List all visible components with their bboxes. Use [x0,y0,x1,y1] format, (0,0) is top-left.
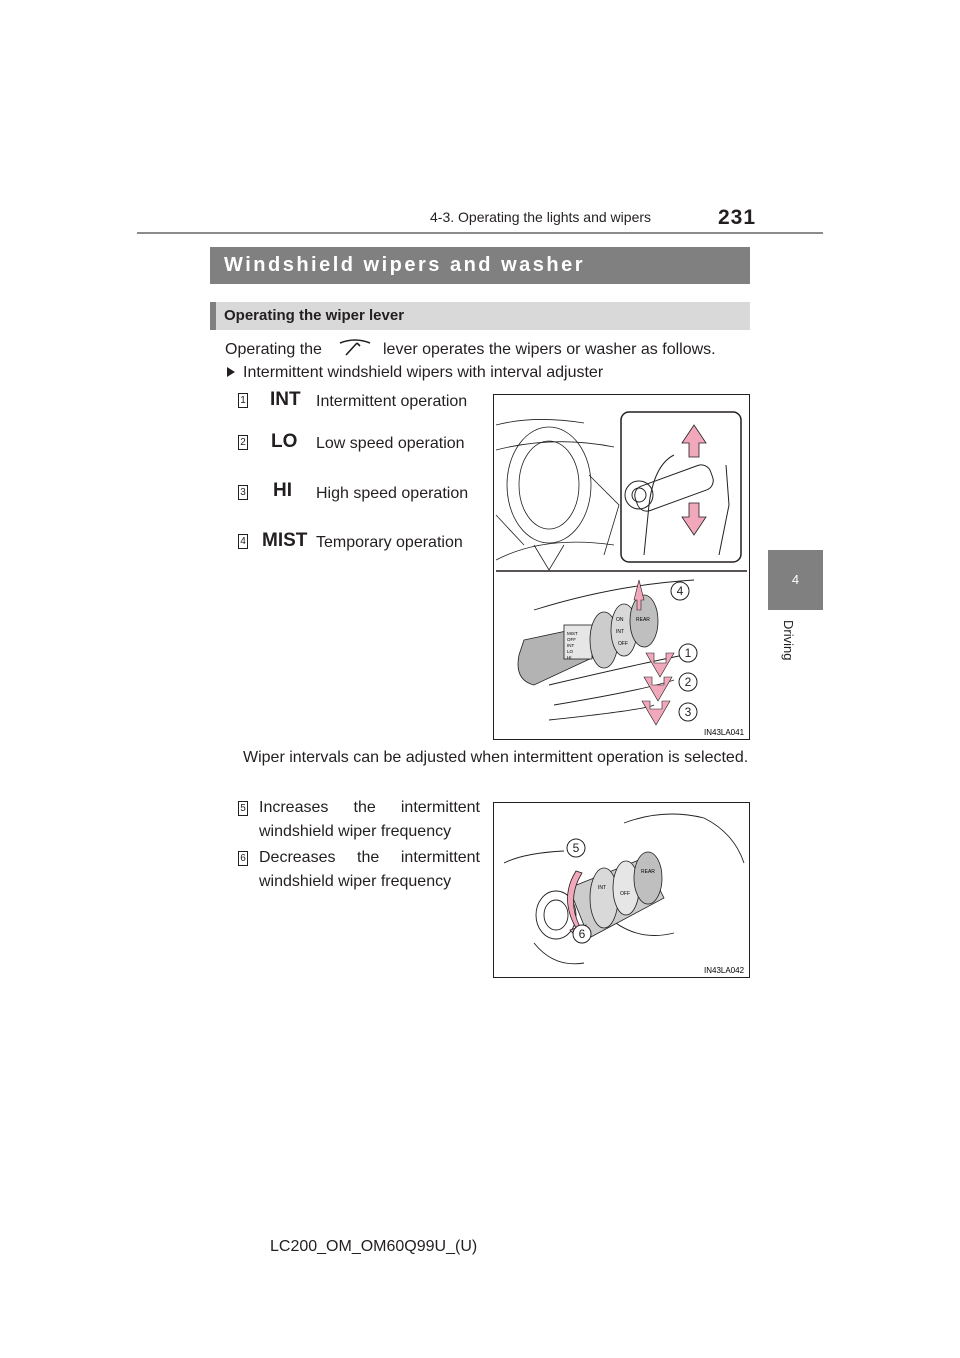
mode-desc-int: Intermittent operation [316,393,468,410]
marker-6: 6 [238,851,248,866]
mode-symbol-lo: LO [271,431,298,452]
page-number: 231 [718,206,757,229]
adjuster-label-int: INT [598,885,607,891]
interval-text: Wiper intervals can be adjusted when intermittent operation is selected. [243,749,749,766]
lo-arrow-icon [644,677,672,701]
marker-1: 1 [238,393,248,408]
int-arrow-icon [646,653,674,677]
intro-before: Operating the [225,341,322,358]
callout-3-label: 3 [684,705,692,719]
marker-3: 3 [238,485,248,500]
mode-symbol-mist: MIST [262,530,308,551]
lever-label-mist: MIST [567,631,578,636]
triangle-bullet-icon [226,366,236,378]
adjust-text-decrease: Decreases the intermittent windshield wiper frequency [259,849,480,890]
chapter-label: Driving [781,620,796,661]
chapter-tab: 4 [768,550,823,610]
adjuster-label-rear: REAR [641,869,655,875]
callout-6-label: 6 [578,927,586,941]
figure2-code: IN43LA042 [704,966,745,975]
marker-2: 2 [238,435,248,450]
lever-label-lo: LO [567,649,574,654]
lever-label-off2: OFF [618,641,628,647]
marker-4: 4 [238,534,248,549]
adjuster-label-off: OFF [620,891,630,897]
header-rule [137,232,823,234]
subheading: Operating the wiper lever [210,302,750,330]
mode-desc-mist: Temporary operation [316,534,463,551]
wiper-lever-illustration [494,395,749,739]
document-code: LC200_OM_OM60Q99U_(U) [270,1238,478,1255]
bullet-text: Intermittent windshield wipers with interval adjuster [243,364,604,381]
lever-label-off: OFF [567,637,576,642]
adjust-text-increase: Increases the intermittent windshield wiper frequency [259,799,480,840]
interval-adjuster-illustration [494,803,749,977]
lever-label-on: ON [616,617,624,623]
lever-label-int2: INT [616,629,625,635]
callout-1-label: 1 [684,646,692,660]
lever-label-int: INT [567,643,575,648]
intro-after: lever operates the wipers or washer as follows. [383,341,716,358]
hi-arrow-icon [642,701,670,725]
lever-label-rear: REAR [636,617,650,623]
marker-5: 5 [238,801,248,816]
page-title: Windshield wipers and washer [210,247,750,284]
wiper-lever-figure [493,394,750,740]
callout-5-label: 5 [572,841,580,855]
interval-adjuster-figure [493,802,750,978]
callout-4-label: 4 [676,584,684,598]
mode-symbol-int: INT [270,389,301,410]
section-title: 4-3. Operating the lights and wipers [430,209,652,225]
callout-2-label: 2 [684,675,692,689]
steering-wheel [507,427,591,543]
wiper-icon [337,338,373,358]
mode-desc-hi: High speed operation [316,485,469,502]
mode-symbol-hi: HI [273,480,292,501]
mode-desc-lo: Low speed operation [316,435,465,452]
lever-label-hi: HI [567,655,572,660]
figure1-code: IN43LA041 [704,728,745,737]
